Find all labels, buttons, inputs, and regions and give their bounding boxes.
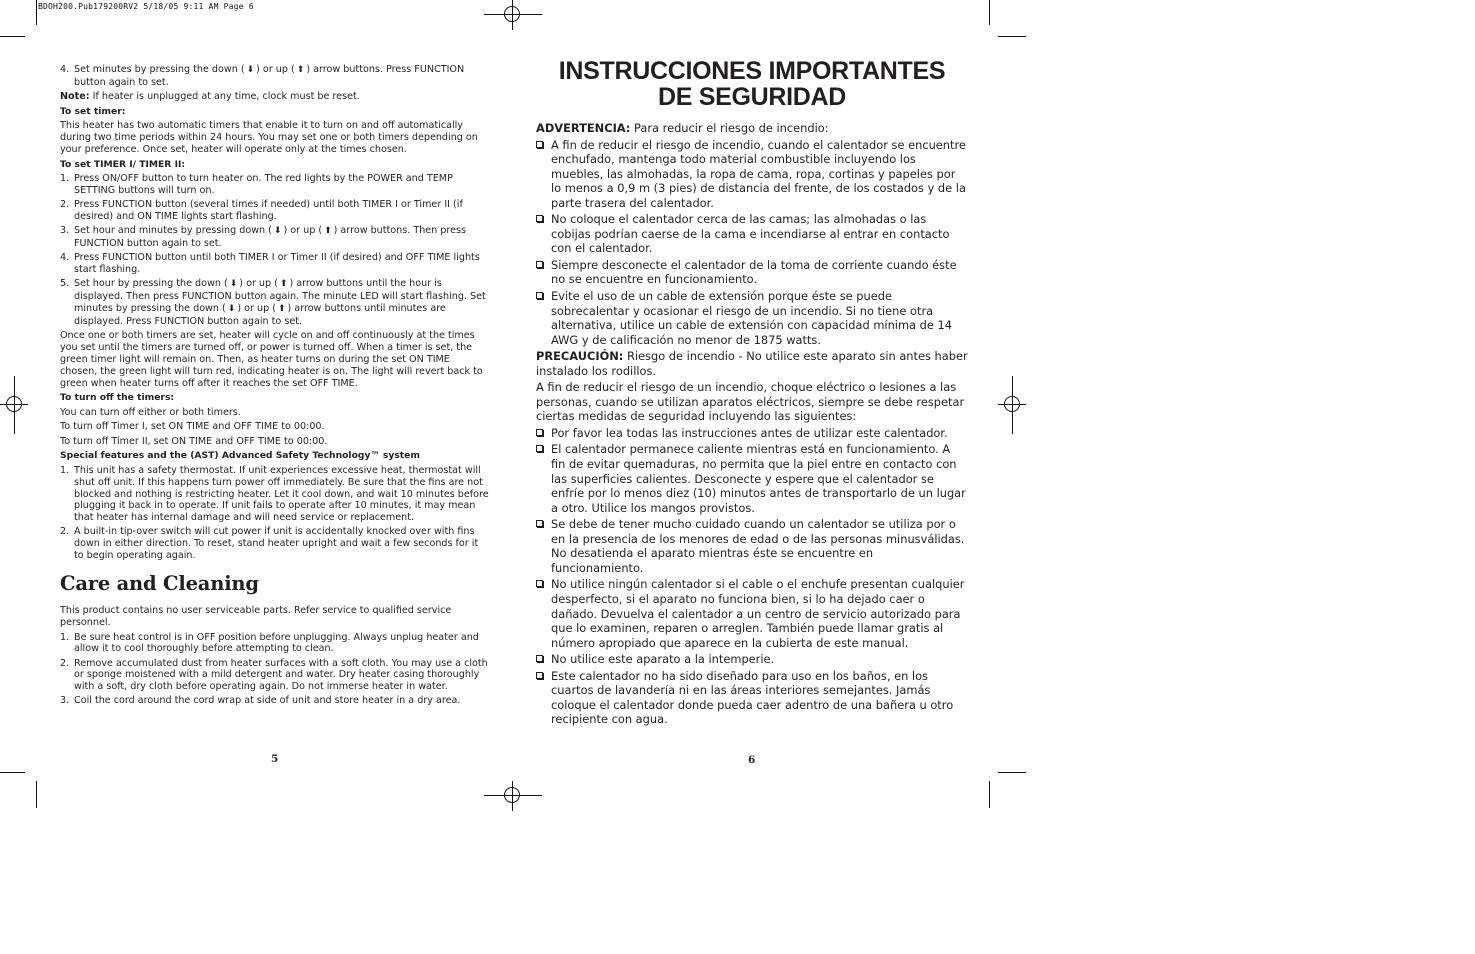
list-item: El calentador permanece caliente mientras está en funcionamiento. A fin de evitar quemaduras, no permita que la piel entre en contacto con las superficies calientes. Desconecte y espere que el calentador se enfríe por lo menos diez (10) minutos antes de transportarlo de un lugar a otro. Utilice los mangos provistos. (536, 442, 968, 515)
arrow-down-icon: ⬇ (229, 279, 238, 290)
checkbox-bullet-icon (536, 429, 543, 436)
turnoff-heading: To turn off the timers: (60, 392, 175, 404)
list-item: 2. Remove accumulated dust from heater surfaces with a soft cloth. You may use a cloth or sponge moistened with a mild detergent and water. Dry heater casing thoroughly with a soft, dry cloth before operating again. Do not immerse heater in water. (60, 657, 488, 693)
list-item: A fin de reducir el riesgo de incendio, cuando el calentador se encuentre enchufado, mantenga todo material combustible incluyendo los muebles, las almohadas, la ropa de cama, ropa, cortinas y papeles por lo menos a 0,9 m (3 pies) de distancia del frente, de los costados y de la parte trasera del calentador. (536, 138, 968, 211)
special-features-heading: Special features and the (AST) Advanced Safety Technology™ system (60, 450, 420, 462)
checkbox-bullet-icon (536, 292, 543, 299)
checkbox-bullet-icon (536, 215, 543, 222)
list-item: Evite el uso de un cable de extensión porque éste se puede sobrecalentar y ocasionar el riesgo de un incendio. Si no tiene otra alternativa, utilice un cable de extensión con capacidad mínima de 14 AWG y de calificación no menor de 1875 watts. (536, 289, 968, 347)
list-item: 4. Set minutes by pressing the down ( ⬇ ) or up ( ⬆ ) arrow buttons. Press FUNCTION button again to set. (60, 64, 465, 88)
crop-mark (989, 781, 990, 808)
list-item: No utilice ningún calentador si el cable o el enchufe presentan cualquier desperfecto, si el aparato no funciona bien, si lo ha dejado caer o dañado. Devuelva el calentador a un centro de servicio autorizado para que lo examinen, reparen o arreglen. También puede llamar gratis al número apropiado que aparece en la cubierta de este manual. (536, 577, 968, 650)
list-item: Siempre desconecte el calentador de la toma de corriente cuando éste no se encuentre en funcionamiento. (536, 258, 968, 287)
list-item: Este calentador no ha sido diseñado para uso en los baños, en los cuartos de lavandería ni en las áreas interiores semejantes. Jamás coloque el calentador donde pueda caer adentro de una bañera u otro recipiente con agua. (536, 669, 968, 727)
list-item: Por favor lea todas las instrucciones antes de utilizar este calentador. (536, 426, 968, 441)
list-item: 4. Press FUNCTION button until both TIMER I or Timer II (if desired) and OFF TIME lights start flashing. (60, 252, 480, 275)
turnoff-line: To turn off Timer II, set ON TIME and OFF TIME to 00:00. (60, 435, 328, 447)
registration-target-icon (1004, 396, 1020, 412)
checkbox-bullet-icon (536, 141, 543, 148)
list-item: 2. A built-in tip-over switch will cut power if unit is accidentally knocked over with fins down in either direction. To reset, stand heater upright and wait a few seconds for it to begin operating again. (60, 526, 479, 562)
list-item: 3. Set hour and minutes by pressing down ( ⬇ ) or up ( ⬆ ) arrow buttons. Then press FUNCTION button again to set. (60, 225, 467, 249)
arrow-down-icon: ⬇ (246, 65, 255, 75)
print-slug: BDOH200.Pub179200RV2 5/18/05 9:11 AM Page 6 (38, 2, 254, 11)
timer-paragraph: Once one or both timers are set, heater will cycle on and off continuously at the times you set until the timers are turned off, or power is turned off. When a timer is set, the green timer light will remain on. Then, as heater turns on during the set ON TIME chosen, the green light will turn red, indicating heater is on. The light will revert back to green when heater turns off after it reaches the set OFF TIME. (60, 330, 483, 389)
care-heading: Care and Cleaning (60, 572, 259, 596)
arrow-up-icon: ⬆ (324, 226, 332, 237)
note: Note: If heater is unplugged at any time, clock must be reset. (60, 91, 360, 103)
special-steps (60, 465, 490, 562)
checkbox-bullet-icon (536, 580, 543, 587)
crop-mark (0, 36, 25, 37)
arrow-up-icon: ⬆ (296, 65, 305, 75)
arrow-down-icon: ⬇ (227, 303, 236, 314)
registration-target-icon (504, 787, 520, 803)
list-item: 5. Set hour by pressing the down ( ⬇ ) or up ( ⬆ ) arrow buttons until the hour is displayed. Then press FUNCTION button again. The minute LED will start flashing. Set minutes by pressing the down ( ⬇ ) or up ( ⬆ ) arrow buttons until minutes are displayed. Press FUNCTION button again to set. (60, 278, 486, 327)
set-timer-heading: To set timer: (60, 105, 126, 117)
english-page (60, 64, 490, 710)
arrow-up-icon: ⬆ (279, 279, 288, 290)
turnoff-line: You can turn off either or both timers. (60, 406, 241, 418)
list-item: 3. Coil the cord around the cord wrap at side of unit and store heater in a dry area. (60, 695, 461, 707)
arrow-up-icon: ⬆ (277, 303, 286, 314)
list-item: No utilice este aparato a la intemperie. (536, 652, 968, 667)
page-number-left: 5 (271, 753, 279, 765)
page-title: INSTRUCCIONES IMPORTANTES DE SEGURIDAD (558, 57, 946, 111)
list-item: 1. This unit has a safety thermostat. If unit experiences excessive heat, thermostat will shut off unit. If this happens turn power off immediately. Be sure that the fins are not blocked and nothing is restricting heater. Let it cool down, and wait 10 minutes before plugging it back in to operate. If unit fails to operate after 10 minutes, it may mean that heater has internal damage and will need service or replacement. (60, 464, 489, 524)
turnoff-line: To turn off Timer I, set ON TIME and OFF TIME to 00:00. (60, 421, 325, 433)
page-number-right: 6 (748, 754, 756, 766)
crop-mark (998, 36, 1026, 37)
care-steps (60, 632, 490, 708)
warning-line: ADVERTENCIA: Para reducir el riesgo de incendio: (536, 121, 829, 135)
clock-steps (60, 64, 490, 89)
registration-target-icon (6, 396, 22, 412)
crop-mark (0, 772, 25, 773)
intro-paragraph: A fin de reducir el riesgo de un incendio, choque eléctrico o lesiones a las personas, cuando se utilizan aparatos eléctricos, siempre se debe respetar ciertas medidas de seguridad incluyendo las siguientes: (536, 380, 965, 424)
timer-steps (60, 173, 490, 328)
checkbox-bullet-icon (536, 520, 543, 527)
checkbox-bullet-icon (536, 672, 543, 679)
checkbox-bullet-icon (536, 655, 543, 662)
crop-mark (989, 0, 990, 25)
checkbox-bullet-icon (536, 261, 543, 268)
list-item: Se debe de tener mucho cuidado cuando un calentador se utiliza por o en la presencia de los menores de edad o de las personas minusválidas. No desatienda el aparato mientras éste se encuentre en funcionamiento. (536, 517, 968, 575)
arrow-down-icon: ⬇ (273, 226, 282, 237)
timer-heading: To set TIMER I/ TIMER II: (60, 158, 186, 170)
crop-mark (36, 0, 37, 25)
registration-target-icon (504, 6, 520, 22)
caution-line: PRECAUCIÓN: Riesgo de incendio - No utilice este aparato sin antes haber instalado los rodillos. (536, 349, 968, 378)
checkbox-bullet-icon (536, 445, 543, 452)
list-item: 1. Be sure heat control is in OFF position before unplugging. Always unplug heater and allow it to cool thoroughly before attempting to clean. (60, 631, 479, 655)
list-item: 1. Press ON/OFF button to turn heater on. The red lights by the POWER and TEMP SETTING buttons will turn on. (60, 173, 453, 196)
crop-mark (998, 772, 1026, 773)
list-item: 2. Press FUNCTION button (several times if needed) until both TIMER I or Timer II (if desired) and ON TIME lights start flashing. (60, 199, 463, 222)
list-item: No coloque el calentador cerca de las camas; las almohadas o las cobijas podrían caerse de la cama e incendiarse al entrar en contacto con el calentador. (536, 212, 968, 256)
crop-mark (36, 781, 37, 808)
spanish-page (536, 58, 968, 729)
care-intro: This product contains no user serviceable parts. Refer service to qualified service personnel. (60, 605, 452, 629)
set-timer-text: This heater has two automatic timers that enable it to turn on and off automatically during two time periods within 24 hours. You may set one or both timers depending on your preference. Once set, heater will operate only at the times chosen. (60, 120, 478, 156)
